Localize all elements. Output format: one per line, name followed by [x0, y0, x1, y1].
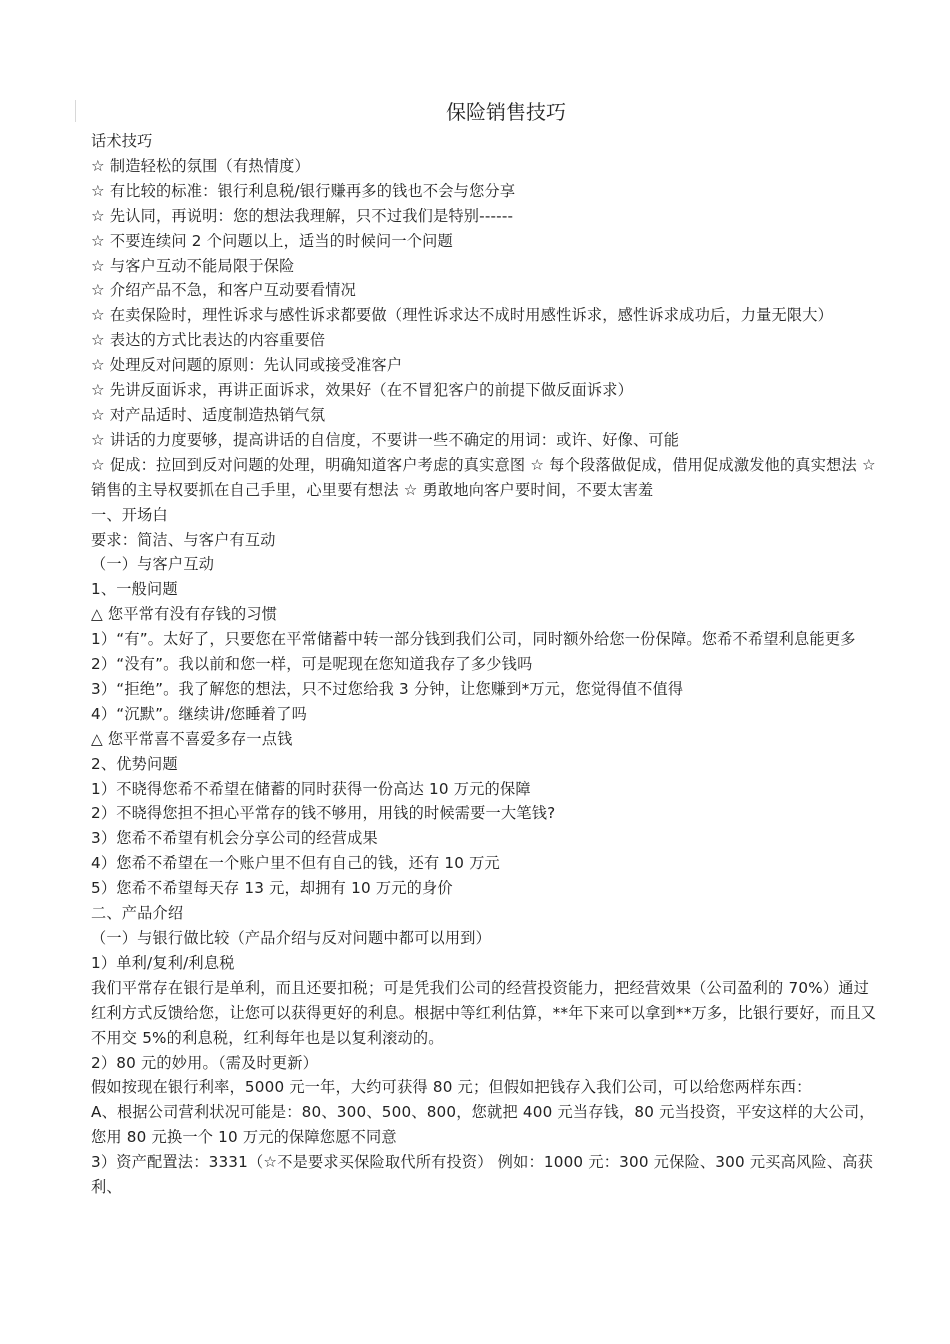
document-line: 4）“沉默”。继续讲/您睡着了吗 [91, 704, 307, 723]
document-line: △ 您平常喜不喜爱多存一点钱 [91, 729, 293, 748]
document-line: 5）您希不希望每天存 13 元，却拥有 10 万元的身价 [91, 879, 453, 898]
document-line: 3）资产配置法：3331（☆不是要求买保险取代所有投资） 例如：1000 元：300 元保险、300 元买高风险、高获利、 [91, 1153, 873, 1197]
document-line: ☆ 处理反对问题的原则：先认同或接受准客户 [91, 356, 403, 375]
document-line: 1）不晓得您希不希望在储蓄的同时获得一份高达 10 万元的保障 [91, 779, 531, 798]
document-line: ☆ 介绍产品不急，和客户互动要看情况 [91, 281, 357, 300]
document-line: ☆ 与客户互动不能局限于保险 [91, 256, 295, 275]
document-line: 假如按现在银行利率，5000 元一年，大约可获得 80 元；但假如把钱存入我们公司，可以给您两样东西： [91, 1078, 812, 1097]
page-margin-rule [75, 100, 76, 122]
document-line: （一）与银行做比较（产品介绍与反对问题中都可以用到） [91, 929, 492, 947]
document-body [91, 129, 881, 1200]
document-line: ☆ 促成：拉回到反对问题的处理，明确知道客户考虑的真实意图 ☆ 每个段落做促成，借用促成激发他的真实想法 ☆ 销售的主导权要抓在自己手里，心里要有想法 ☆ 勇敢地向客户要时间，不要太害羞 [91, 455, 876, 499]
document-line: ☆ 有比较的标准：银行利息税/银行赚再多的钱也不会与您分享 [91, 181, 516, 200]
document-line: 2）“没有”。我以前和您一样，可是呢现在您知道我存了多少钱吗 [91, 655, 533, 674]
document-line: 1、一般问题 [91, 580, 178, 599]
document-line: ☆ 制造轻松的氛围（有热情度） [91, 156, 310, 175]
document-line: △ 您平常有没有存钱的习惯 [91, 605, 278, 624]
document-line: 话术技巧 [91, 132, 153, 150]
document-line: 2）不晓得您担不担心平常存的钱不够用，用钱的时候需要一大笔钱? [91, 804, 556, 823]
document-line: 1）单利/复利/利息税 [91, 953, 235, 972]
document-line: 3）您希不希望有机会分享公司的经营成果 [91, 829, 378, 848]
document-line: ☆ 讲话的力度要够，提高讲话的自信度，不要讲一些不确定的用词：或许、好像、可能 [91, 430, 680, 449]
document-page [91, 97, 881, 1200]
document-line: ☆ 先认同，再说明：您的想法我理解，只不过我们是特别------ [91, 206, 514, 225]
document-line: 一、开场白 [91, 505, 168, 524]
document-line: ☆ 在卖保险时，理性诉求与感性诉求都要做（理性诉求达不成时用感性诉求，感性诉求成功后，力量无限大） [91, 306, 834, 325]
document-line: A、根据公司营利状况可能是：80、300、500、800，您就把 400 元当存钱，80 元当投资，平安这样的大公司，您用 80 元换一个 10 万元的保障您愿不同意 [91, 1103, 875, 1147]
document-line: 3）“拒绝”。我了解您的想法，只不过您给我 3 分钟，让您赚到*万元，您觉得值不值得 [91, 679, 684, 698]
document-line: 二、产品介绍 [91, 904, 184, 923]
document-line: 2、优势问题 [91, 754, 178, 773]
document-line: 要求：简洁、与客户有互动 [91, 530, 276, 549]
document-line: ☆ 不要连续问 2 个问题以上，适当的时候问一个问题 [91, 231, 453, 250]
document-line: ☆ 对产品适时、适度制造热销气氛 [91, 405, 326, 424]
document-line: 4）您希不希望在一个账户里不但有自己的钱，还有 10 万元 [91, 854, 500, 873]
document-line: ☆ 先讲反面诉求，再讲正面诉求，效果好（在不冒犯客户的前提下做反面诉求） [91, 381, 634, 400]
document-line: 1）“有”。太好了，只要您在平常储蓄中转一部分钱到我们公司，同时额外给您一份保障。您希不希望利息能更多 [91, 630, 856, 649]
document-line: 2）80 元的妙用。（需及时更新） [91, 1053, 319, 1072]
document-line: （一）与客户互动 [91, 555, 215, 574]
document-title: 保险销售技巧 [446, 100, 566, 124]
document-line: ☆ 表达的方式比表达的内容重要倍 [91, 331, 326, 350]
document-line: 我们平常存在银行是单利，而且还要扣税；可是凭我们公司的经营投资能力，把经营效果（公司盈利的 70%）通过红利方式反馈给您，让您可以获得更好的利息。根据中等红利估算，**年下来可以拿到**万多，比银行要好，而且又不用交 5%的利息税，红利每年也是以复利滚动的。 [91, 978, 877, 1047]
